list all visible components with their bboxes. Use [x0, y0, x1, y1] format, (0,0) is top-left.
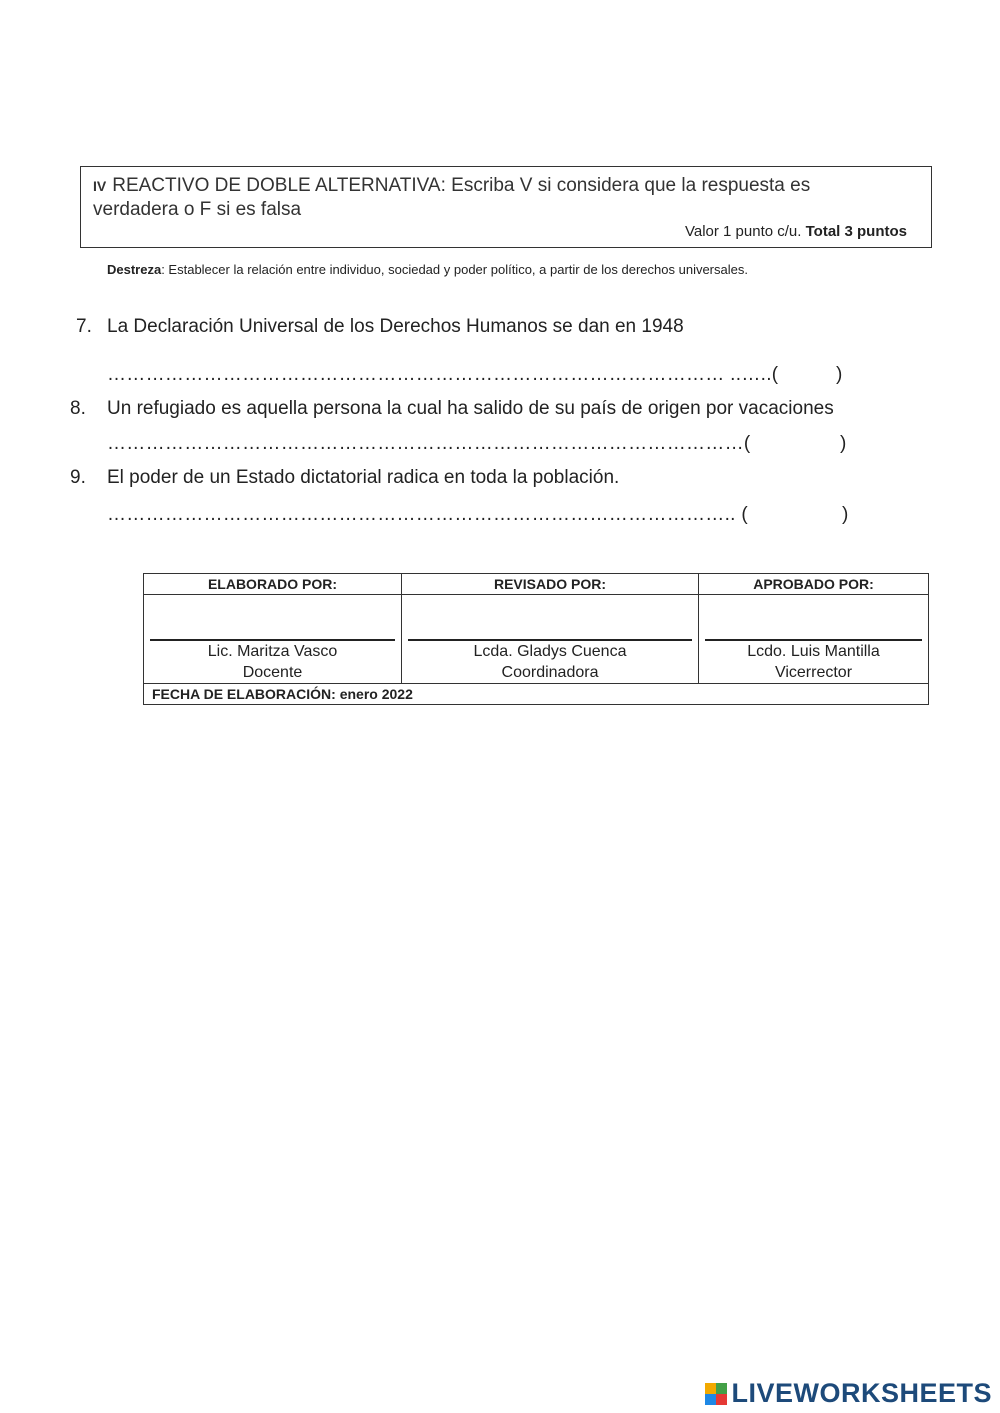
signer-role: Vicerrector [774, 664, 853, 681]
instructions-line2: verdadera o F si es falsa [93, 199, 302, 220]
answer-dots: …………………………………………………………………………………… ..…..( [107, 364, 779, 385]
destreza-line [107, 262, 748, 277]
logo-square-tl [705, 1383, 716, 1394]
signer-name: Lcdo. Luis Mantilla [747, 643, 880, 660]
question-text: La Declaración Universal de los Derechos Humanos se dan en 1948 [107, 316, 684, 337]
signer-name: Lcda. Gladys Cuenca [473, 643, 627, 660]
section-number: IV [93, 178, 107, 194]
fecha-elaboracion: FECHA DE ELABORACIÓN: enero 2022 [144, 684, 929, 705]
answer-dots: …………………………………………………………………………………….. ( [107, 504, 748, 525]
signature-table [143, 573, 929, 705]
logo-square-tr [716, 1383, 727, 1394]
question-text: Un refugiado es aquella persona la cual ha salido de su país de origen por vacaciones [107, 398, 834, 419]
signature-cell-aprobado [699, 595, 929, 684]
answer-blank-close[interactable]: ) [840, 433, 847, 454]
header-elaborado: ELABORADO POR: [144, 574, 402, 595]
logo-text: LIVEWORKSHEETS [731, 1378, 992, 1408]
score-per-item: Valor 1 punto c/u. [684, 223, 802, 240]
signer-role: Coordinadora [501, 664, 599, 681]
liveworksheets-logo[interactable] [705, 1378, 992, 1409]
score-value [685, 223, 907, 240]
signature-cell-revisado [402, 595, 699, 684]
score-total: Total 3 puntos [805, 223, 907, 240]
instructions-title [93, 175, 810, 197]
signer-role: Docente [242, 664, 303, 681]
logo-square-br [716, 1394, 727, 1405]
signature-line [150, 639, 395, 641]
signature-cell-elaborado [144, 595, 402, 684]
logo-square-bl [705, 1394, 716, 1405]
instructions-line1: REACTIVO DE DOBLE ALTERNATIVA: Escriba V si considera que la respuesta es [112, 175, 811, 196]
signer-name: Lic. Maritza Vasco [207, 643, 338, 660]
question-number: 8. [70, 398, 86, 419]
instructions-box [80, 166, 932, 248]
answer-blank-close[interactable]: ) [836, 364, 843, 385]
destreza-text: : Establecer la relación entre individuo, sociedad y poder político, a partir de los derechos universales. [161, 262, 748, 277]
header-aprobado: APROBADO POR: [699, 574, 929, 595]
question-text: El poder de un Estado dictatorial radica en toda la población. [107, 467, 620, 488]
question-number: 9. [70, 467, 86, 488]
signature-line [705, 639, 922, 641]
header-revisado: REVISADO POR: [402, 574, 699, 595]
signature-line [408, 639, 692, 641]
liveworksheets-icon [705, 1383, 727, 1405]
destreza-label: Destreza [107, 262, 162, 277]
question-number: 7. [76, 316, 92, 337]
answer-blank-close[interactable]: ) [842, 504, 849, 525]
answer-dots: ………………………………………………………………………………………( [107, 433, 751, 454]
